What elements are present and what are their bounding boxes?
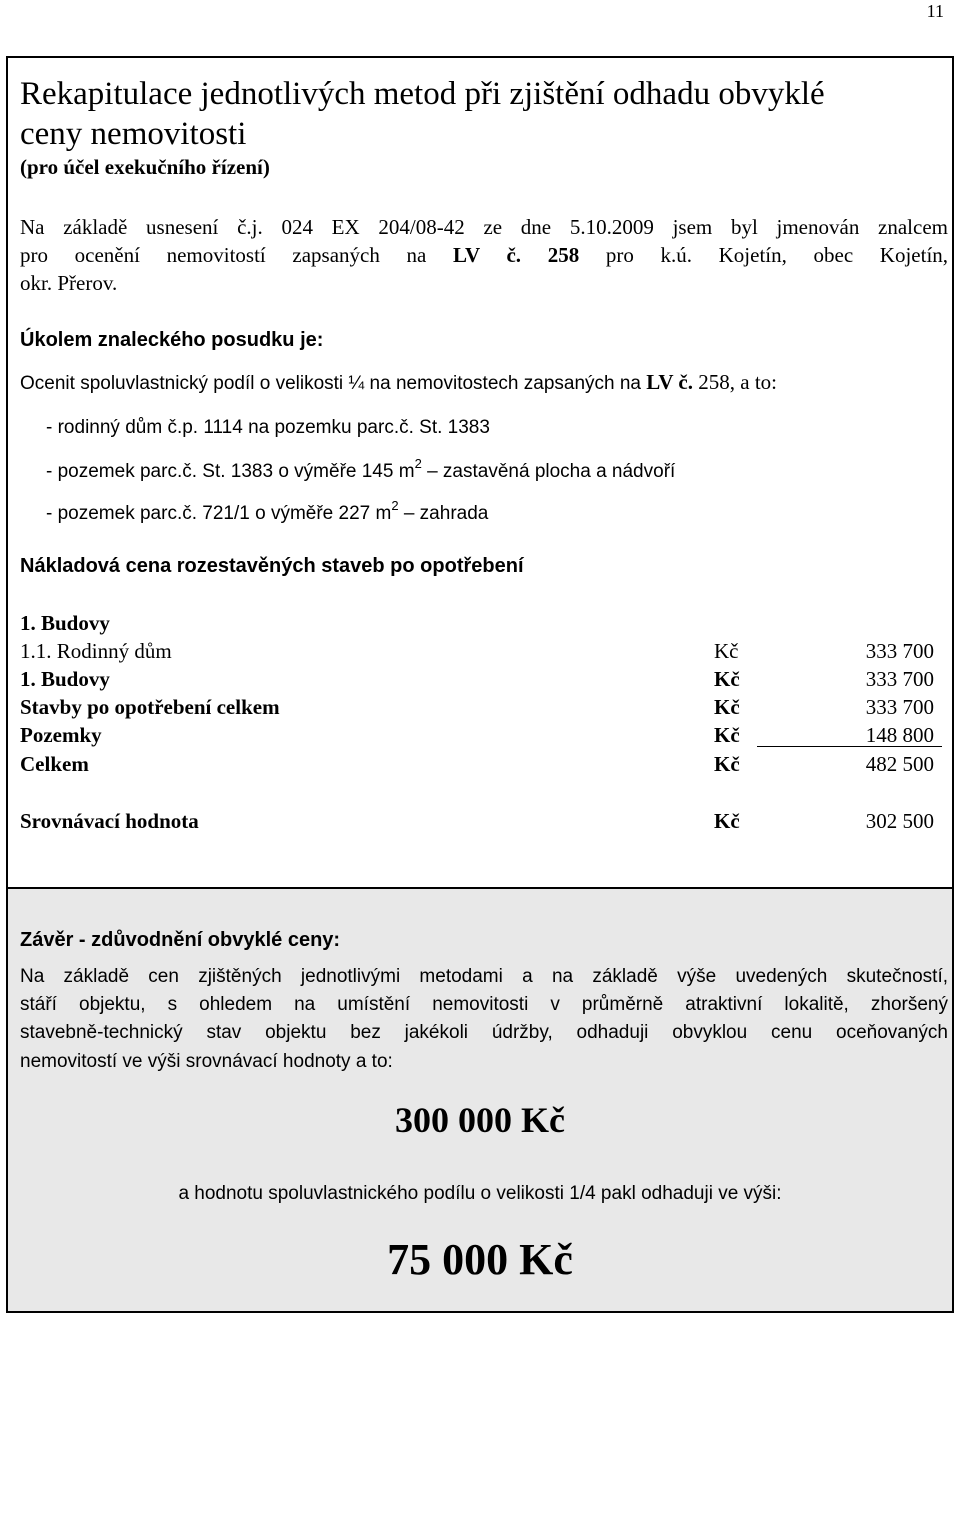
intro-line-2-c: pro k.ú. Kojetín, obec Kojetín, (605, 243, 949, 267)
title-line-1: Rekapitulace jednotlivých metod při zjištění odhadu obvyklé (20, 76, 825, 112)
conclusion-line-1: Na základě cen zjištěných jednotlivými metodami a na základě výše uvedených skutečností, (20, 966, 948, 987)
intro-line-1: Na základě usnesení č.j. 024 EX 204/08-42 ze dne 5.10.2009 jsem byl jmenován znalcem (20, 215, 948, 239)
conclusion-heading: Závěr - zdůvodnění obvyklé ceny: (20, 929, 341, 951)
row-label-2: 1. Budovy (20, 667, 110, 691)
row-label-1: 1.1. Rodinný dům (20, 639, 172, 663)
title-line-2: ceny nemovitosti (20, 116, 247, 152)
task-lv: LV č. (646, 370, 693, 394)
summary-box (6, 56, 954, 889)
row-currency-1: Kč (714, 639, 739, 663)
intro-line-3: okr. Přerov. (20, 271, 118, 295)
item-1: - rodinný dům č.p. 1114 na pozemku parc.č. St. 1383 (46, 417, 490, 438)
intro-lv: LV č. 258 (452, 243, 580, 267)
row-label-3: Stavby po opotřebení celkem (20, 695, 280, 719)
item-2-sup: 2 (414, 456, 422, 471)
row-value-2: 333 700 (865, 667, 934, 691)
item-2-rest: – zastavěná plocha a nádvoří (421, 461, 676, 482)
row-label-4: Pozemky (20, 723, 102, 747)
cost-heading: Nákladová cena rozestavěných staveb po opotřebení (20, 555, 524, 577)
conclusion-line-2: stáří objektu, s ohledem na umístění nemovitosti v průměrně atraktivní lokalitě, zhoršený (20, 994, 948, 1015)
conclusion-line-3: stavebně-technický stav objektu bez jakékoli údržby, odhaduji obvyklou cenu oceňovaných (20, 1022, 948, 1043)
row-value-1: 333 700 (865, 639, 934, 663)
page-number: 11 (926, 1, 944, 21)
row-currency-5: Kč (714, 752, 740, 776)
row-label-5: Celkem (20, 752, 89, 776)
task-line-a: Ocenit spoluvlastnický podíl o velikosti ¼ na nemovitostech zapsaných na (20, 373, 641, 394)
share-price: 75 000 Kč (387, 1235, 573, 1284)
conclusion-box (6, 887, 954, 1313)
item-3 (46, 498, 488, 525)
conclusion-line-4: nemovitostí ve výši srovnávací hodnoty a to: (20, 1051, 393, 1072)
row-label-6: Srovnávací hodnota (20, 809, 199, 833)
row-value-5: 482 500 (865, 752, 934, 776)
row-value-3: 333 700 (865, 695, 934, 719)
row-currency-6: Kč (714, 809, 740, 833)
task-line-c: 258, a to: (698, 370, 777, 394)
intro-line-2-a: pro ocenění nemovitostí zapsaných na (20, 243, 427, 267)
buildings-heading: 1. Budovy (20, 611, 110, 635)
task-heading: Úkolem znaleckého posudku je: (20, 329, 324, 351)
item-3-sup: 2 (391, 498, 399, 513)
intro-line-2 (20, 243, 948, 268)
row-value-4: 148 800 (865, 723, 934, 747)
final-price: 300 000 Kč (395, 1100, 565, 1140)
subtitle: (pro účel exekučního řízení) (20, 155, 270, 179)
item-2 (46, 456, 675, 483)
item-2-text: - pozemek parc.č. St. 1383 o výměře 145 m (46, 461, 415, 482)
row-currency-3: Kč (714, 695, 740, 719)
row-currency-4: Kč (714, 723, 740, 747)
item-3-rest: – zahrada (398, 503, 489, 524)
sum-underline (757, 746, 942, 747)
task-line (20, 370, 777, 395)
share-text: a hodnotu spoluvlastnického podílu o velikosti 1/4 pakl odhaduji ve výši: (178, 1183, 782, 1204)
row-value-6: 302 500 (865, 809, 934, 833)
row-currency-2: Kč (714, 667, 740, 691)
item-3-text: - pozemek parc.č. 721/1 o výměře 227 m (46, 503, 392, 524)
